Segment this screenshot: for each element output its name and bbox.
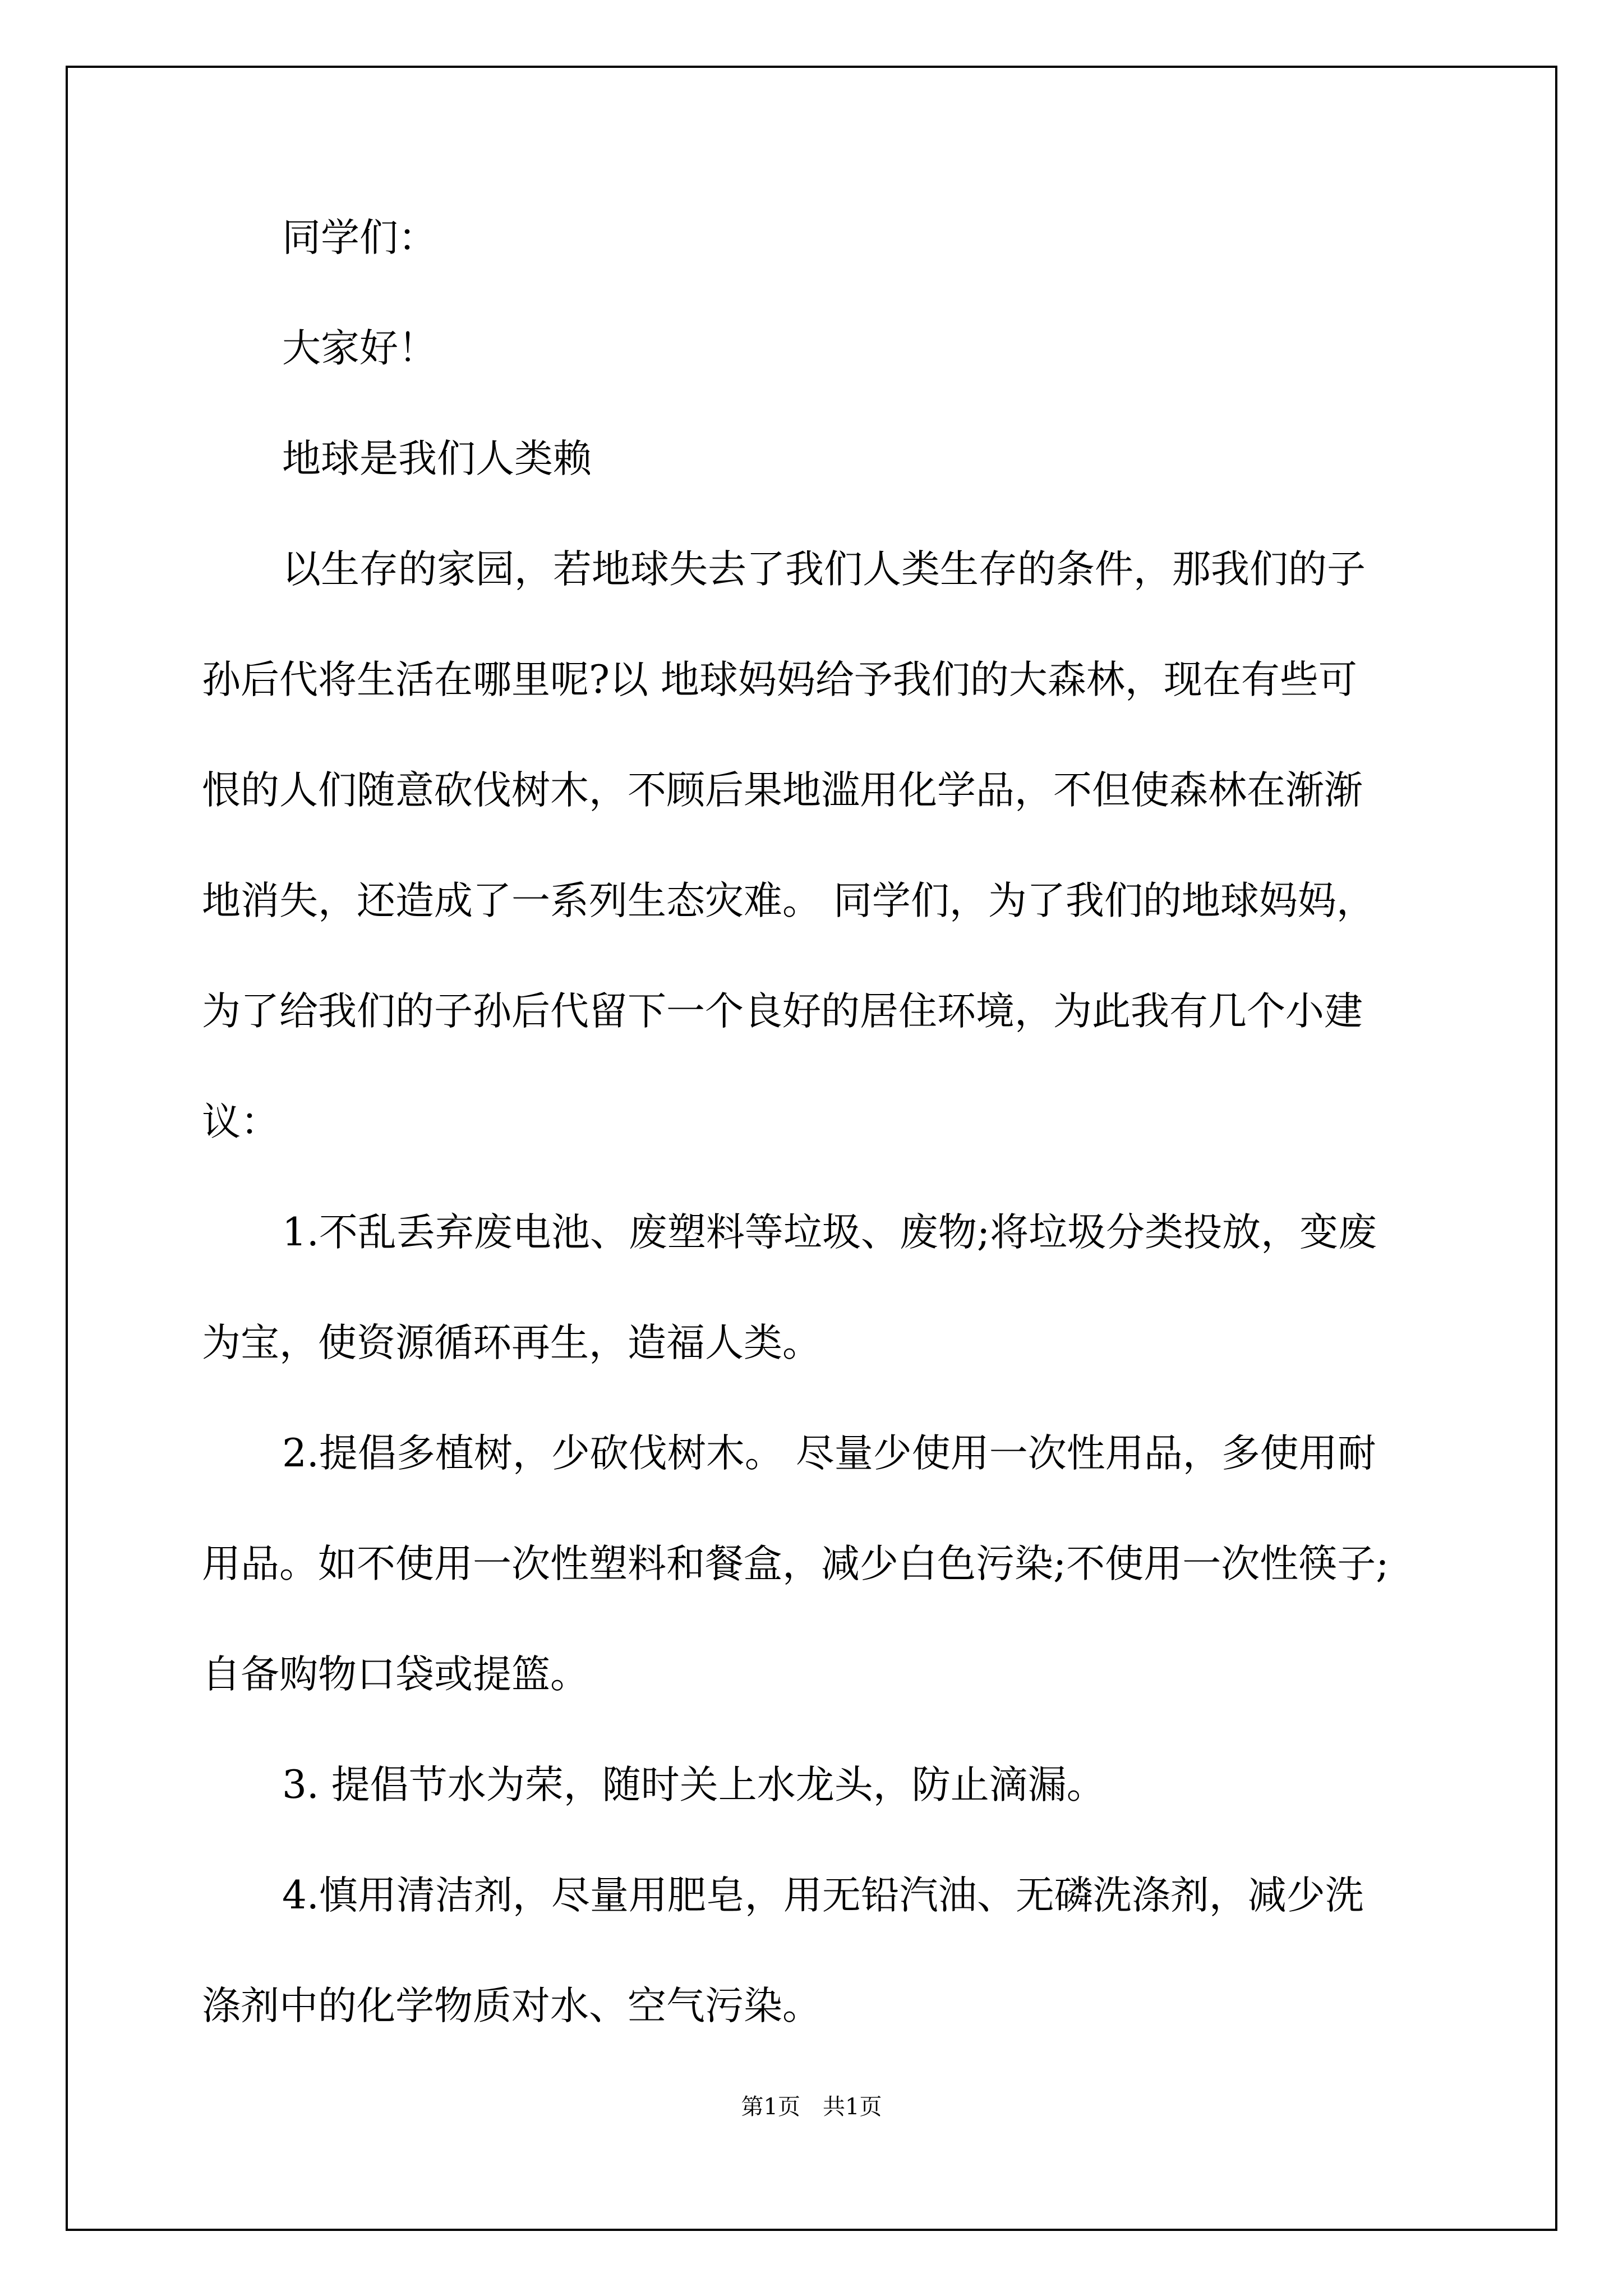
paragraph-line: 为了给我们的子孙后代留下一个良好的居住环境，为此我有几个小建 — [202, 989, 1363, 1034]
list-item-line: 1.不乱丢弃废电池、废塑料等垃圾、废物;将垃圾分类投放，变废 — [282, 1210, 1377, 1255]
list-item-line: 为宝，使资源循环再生，造福人类。 — [202, 1320, 821, 1365]
paragraph-line: 地球是我们人类赖 — [282, 436, 592, 481]
paragraph-line: 以生存的家园，若地球失去了我们人类生存的条件，那我们的子 — [282, 547, 1366, 592]
list-item-line: 3. 提倡节水为荣，随时关上水龙头，防止滴漏。 — [282, 1763, 1105, 1807]
list-item-line: 自备购物口袋或提篮。 — [202, 1652, 589, 1697]
list-item-line: 涤剂中的化学物质对水、空气污染。 — [202, 1984, 821, 2028]
list-item-line: 用品。如不使用一次性塑料和餐盒，减少白色污染;不使用一次性筷子; — [202, 1542, 1389, 1586]
paragraph-line: 议： — [202, 1099, 279, 1144]
page-number-footer: 第1页 共1页 — [741, 2094, 882, 2120]
list-item-line: 4.慎用清洁剂，尽量用肥皂，用无铅汽油、无磷洗涤剂，减少洗 — [282, 1873, 1364, 1918]
paragraph-line: 地消失，还造成了一系列生态灾难。 同学们，为了我们的地球妈妈， — [202, 878, 1375, 923]
paragraph-line: 孙后代将生活在哪里呢?以 地球妈妈给予我们的大森林，现在有些可 — [202, 657, 1357, 702]
list-item-line: 2.提倡多植树，少砍伐树木。 尽量少使用一次性用品，多使用耐 — [282, 1431, 1376, 1476]
salutation-line: 同学们： — [282, 215, 437, 260]
paragraph-line: 恨的人们随意砍伐树木，不顾后果地滥用化学品，不但使森林在渐渐 — [202, 768, 1363, 813]
greeting-line: 大家好！ — [282, 326, 437, 371]
